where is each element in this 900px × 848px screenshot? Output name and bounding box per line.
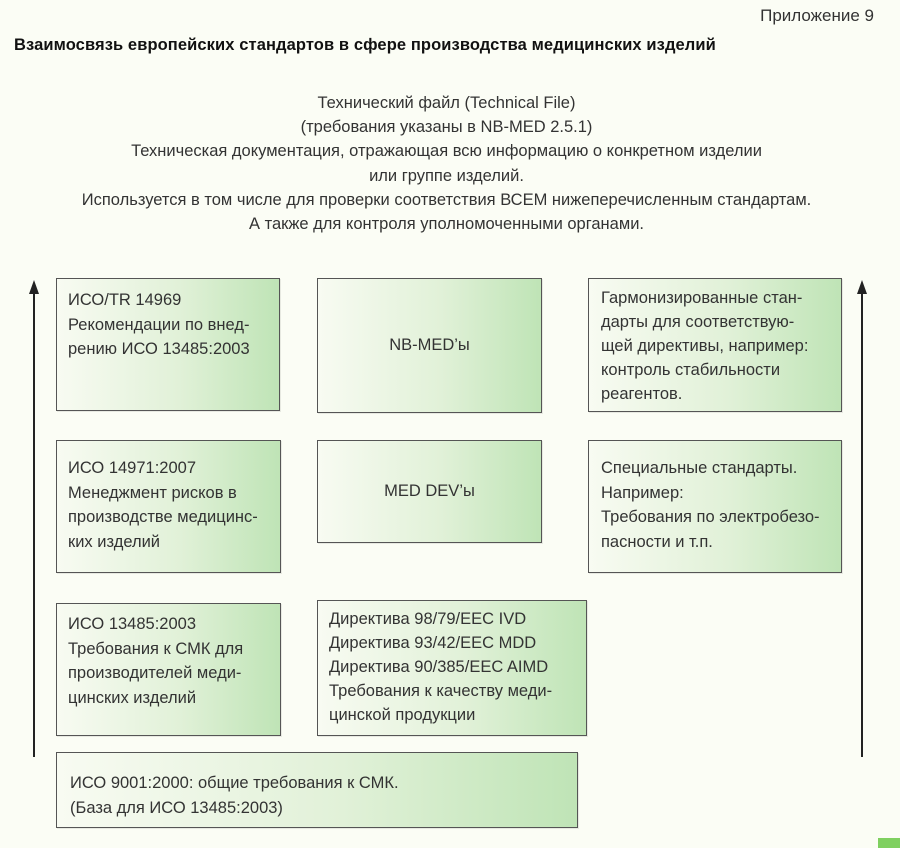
page-title: Взаимосвязь европейских стандартов в сфере производства медицинских изделий — [14, 36, 716, 54]
box-line: Требования к качеству меди- — [329, 682, 553, 700]
box-line: Требования к СМК для — [68, 639, 244, 658]
iso-9001-box — [56, 752, 578, 828]
box-line: Специальные стандарты. — [601, 459, 798, 477]
technical-file-description — [0, 91, 893, 236]
box-line: щей директивы, например: — [601, 337, 809, 355]
box-line: цинской продукции — [329, 706, 476, 724]
box-line: реагентов. — [601, 385, 683, 403]
box-line: Директива 98/79/EEC IVD — [329, 610, 527, 628]
iso-14971-box — [56, 440, 281, 573]
box-line: производстве медицинс- — [68, 508, 258, 526]
box-line: Менеджмент рисков в — [68, 483, 237, 502]
box-line: производителей меди- — [68, 664, 242, 682]
box-line: ИСО 14971:2007 — [68, 459, 197, 477]
iso-tr-14969-box — [56, 278, 280, 411]
box-line: Например: — [601, 483, 684, 502]
box-line: ИСО 13485:2003 — [68, 615, 197, 633]
left-upward-arrow-icon — [28, 280, 40, 757]
special-standards-box — [588, 440, 842, 573]
intro-line: (требования указаны в NB-MED 2.5.1) — [300, 118, 593, 137]
iso-13485-box — [56, 603, 281, 736]
box-line: цинских изделий — [68, 688, 197, 707]
appendix-label: Приложение 9 — [760, 6, 874, 25]
right-upward-arrow-icon — [856, 280, 868, 757]
intro-line: Используется в том числе для проверки соответствия ВСЕМ нижеперечисленным стандартам. — [81, 190, 812, 209]
box-line: MED DEV’ы — [384, 482, 475, 501]
box-line: Требования по электробезо- — [601, 508, 820, 526]
box-line: Директива 90/385/EEC AIMD — [329, 658, 549, 676]
intro-line: или группе изделий. — [369, 166, 524, 185]
box-line: Гармонизированные стан- — [601, 289, 803, 307]
intro-line: Технический файл (Technical File) — [317, 94, 576, 112]
box-line: дарты для соответствую- — [601, 313, 795, 331]
box-line: NB-MED’ы — [389, 336, 470, 355]
directives-box — [317, 600, 587, 736]
harmonized-standards-box — [588, 278, 842, 412]
box-line: Рекомендации по внед- — [68, 315, 250, 334]
intro-line: Техническая документация, отражающая всю информацию о конкретном изделии — [131, 142, 762, 161]
box-line: (База для ИСО 13485:2003) — [70, 798, 283, 817]
box-line: контроль стабильности — [601, 361, 781, 379]
med-dev-box — [317, 440, 542, 543]
box-line: ких изделий — [68, 532, 161, 551]
corner-decoration — [878, 838, 900, 848]
nb-med-box — [317, 278, 542, 413]
box-line: пасности и т.п. — [601, 532, 713, 551]
box-line: Директива 93/42/EEC MDD — [329, 634, 537, 652]
box-line: ИСО/TR 14969 — [68, 291, 182, 309]
box-line: рению ИСО 13485:2003 — [68, 340, 250, 358]
box-line: ИСО 9001:2000: общие требования к СМК. — [70, 774, 399, 792]
intro-line: А также для контроля уполномоченными органами. — [248, 215, 644, 234]
